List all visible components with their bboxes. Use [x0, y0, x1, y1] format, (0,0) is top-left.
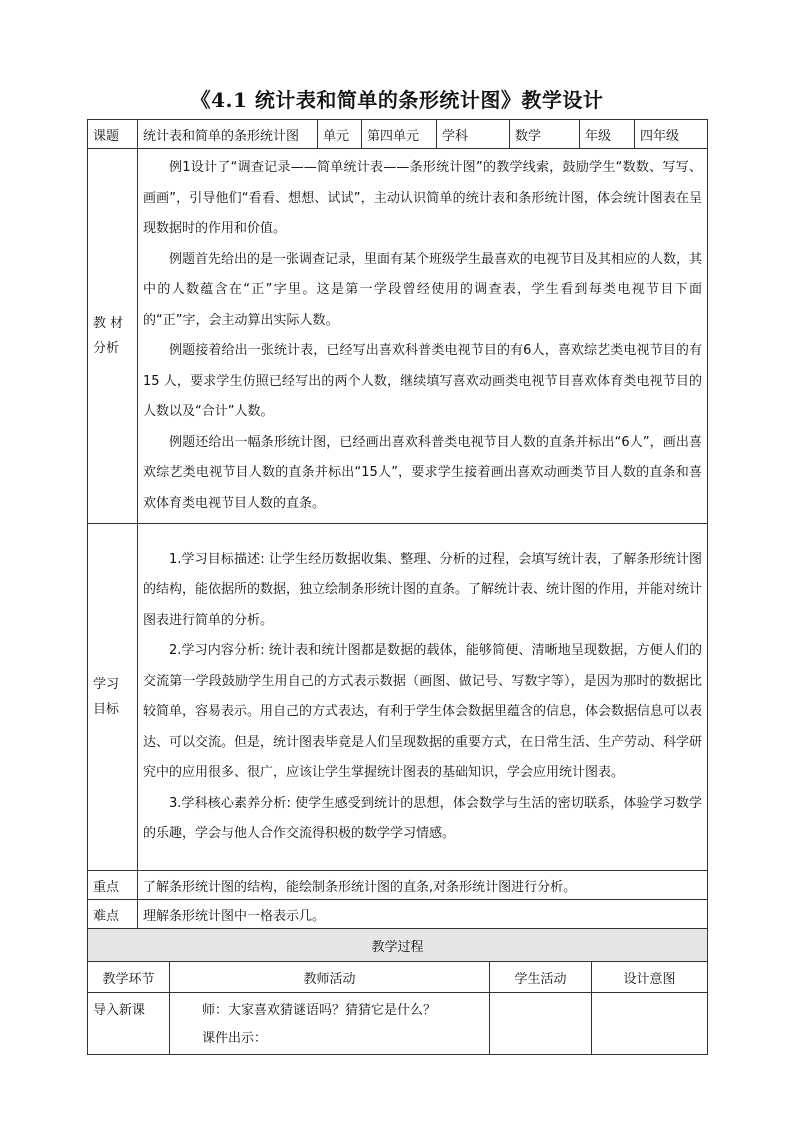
key-point-value: 了解条形统计图的结构，能绘制条形统计图的直条,对条形统计图进行分析。 — [138, 871, 708, 900]
teaching-process-table — [87, 928, 708, 1055]
process-header-row — [88, 962, 708, 993]
objectives-paragraph: 1.学习目标描述: 让学生经历数据收集、整理、分析的过程，会填写统计表，了解条形统计图的结构，能依据所的数据，独立绘制条形统计图的直条。了解统计表、统计图的作用，并能对统计图表进行简单的分析。 — [143, 551, 703, 628]
course-label: 课题 — [88, 120, 138, 149]
material-label — [88, 149, 138, 524]
objectives-paragraph: 2.学习内容分析: 统计表和统计图都是数据的载体，能够简便、清晰地呈现数据，方便人们的交流第一学段鼓励学生用自己的方式表示数据（画图、做记号、写数字等），是因为那时的数据比较简单，容易表示。用自己的方式表达，有利于学生体会数据里蕴含的信息，体会数据信息可以表达、可以交流。但是，统计图表毕竟是人们呈现数据的重要方式，在日常生活、生产劳动、科学研究中的应用很多、很广，应该让学生掌握统计图表的基础知识，学会应用统计图表。 — [143, 643, 703, 780]
material-label-line1: 教 材 — [93, 316, 124, 331]
lesson-info-table — [87, 119, 708, 929]
teacher-line: 师：大家喜欢猜谜语吗？猜猜它是什么？ — [202, 1003, 437, 1018]
column-header-stage: 教学环节 — [88, 962, 170, 993]
column-header-student: 学生活动 — [490, 962, 592, 993]
material-paragraph: 例1设计了“调查记录——简单统计表——条形统计图”的教学线索，鼓励学生“数数、写写、画画”，引导他们“看看、想想、试试”，主动认识简单的统计表和条形统计图，体会统计图表在呈现数据时的作用和价值。 — [143, 160, 702, 236]
table-row — [88, 993, 708, 1055]
grade-value: 四年级 — [635, 120, 708, 149]
subject-label: 学科 — [437, 120, 510, 149]
page-title: 《4.1 统计表和简单的条形统计图》教学设计 — [190, 88, 604, 112]
stage-cell: 导入新课 — [88, 993, 170, 1055]
grade-label: 年级 — [580, 120, 635, 149]
material-content — [138, 149, 708, 524]
unit-label: 单元 — [318, 120, 362, 149]
objectives-label — [88, 524, 138, 871]
course-value: 统计表和简单的条形统计图 — [138, 120, 318, 149]
student-activity-cell — [490, 993, 592, 1055]
difficulty-value: 理解条形统计图中一格表示几。 — [138, 900, 708, 929]
objectives-content — [138, 524, 708, 871]
objectives-label-line1: 学习 — [93, 677, 120, 692]
column-header-intent: 设计意图 — [592, 962, 708, 993]
header-row — [88, 120, 708, 149]
subject-value: 数学 — [510, 120, 580, 149]
material-row — [88, 149, 708, 524]
column-header-teacher: 教师活动 — [170, 962, 490, 993]
teacher-line: 课件出示： — [202, 1031, 268, 1046]
material-paragraph: 例题还给出一幅条形统计图，已经画出喜欢科普类电视节目人数的直条并标出“6人”，画出喜欢综艺类电视节目人数的直条并标出“15人”，要求学生接着画出喜欢动画类节目人数的直条和喜欢体育类电视节目人数的直条。 — [143, 434, 702, 511]
difficulty-row — [88, 900, 708, 929]
objectives-paragraph: 3.学科核心素养分析: 使学生感受到统计的思想，体会数学与生活的密切联系，体验学习数学的乐趣，学会与他人合作交流得积极的数学学习情感。 — [143, 795, 702, 841]
key-point-row — [88, 871, 708, 900]
material-paragraph: 例题首先给出的是一张调查记录，里面有某个班级学生最喜欢的电视节目及其相应的人数，其中的人数蕴含在“正”字里。这是第一学段曾经使用的调查表，学生看到每类电视节目下面的“正”字，会主动算出实际人数。 — [143, 251, 703, 328]
material-label-line2: 分析 — [93, 341, 120, 356]
design-intent-cell — [592, 993, 708, 1055]
key-point-label: 重点 — [88, 871, 138, 900]
process-heading-row — [88, 929, 708, 962]
teacher-activity-cell — [170, 993, 490, 1055]
unit-value: 第四单元 — [362, 120, 437, 149]
difficulty-label: 难点 — [88, 900, 138, 929]
objectives-row — [88, 524, 708, 871]
process-heading: 教学过程 — [88, 929, 708, 962]
material-paragraph: 例题接着给出一张统计表，已经写出喜欢科普类电视节目的有6人，喜欢综艺类电视节目的有 15 人，要求学生仿照已经写出的两个人数，继续填写喜欢动画类电视节目喜欢体育类电视节目的人数以及“合计”人数。 — [143, 343, 702, 419]
objectives-label-line2: 目标 — [93, 702, 120, 717]
